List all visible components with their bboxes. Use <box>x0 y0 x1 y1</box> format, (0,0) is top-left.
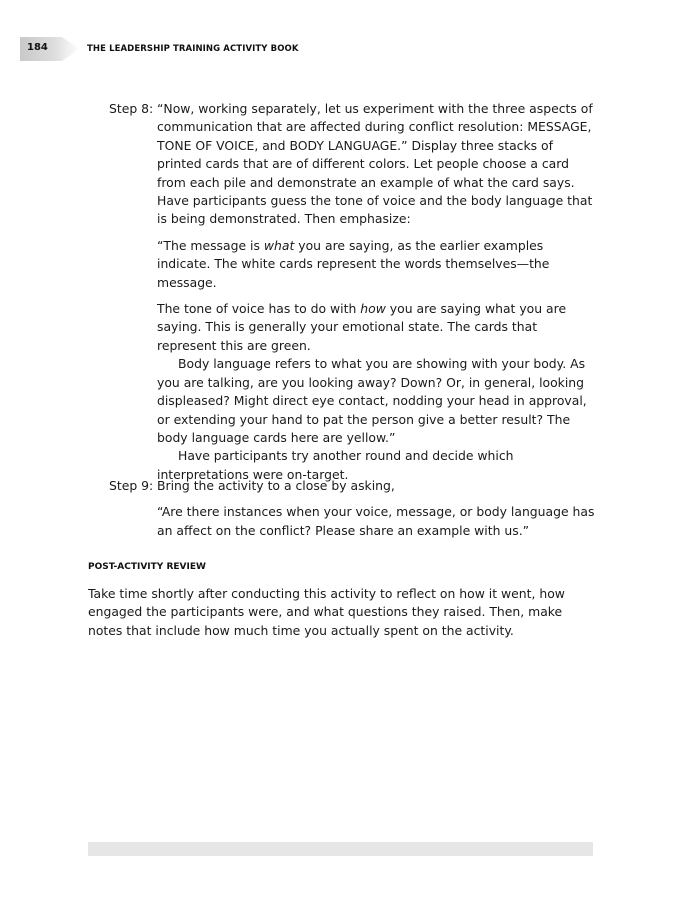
step-9-intro: Bring the activity to a close by asking, <box>157 478 395 493</box>
step-8-body <box>157 100 597 484</box>
page-header <box>20 37 640 61</box>
step-8-label: Step 8: <box>109 101 154 116</box>
step-8-quote-body-language: Body language refers to what you are showing with your body. As you are talking, are you looking away? Down? Or, in general, looking displeased? Might direct eye contact, nodding your head in approval, or extending your hand to pat the person give a better result? The body language cards here are yellow.” <box>157 356 587 445</box>
step-8-quote-tone: The tone of voice has to do with how you are saying what you are saying. This is generally your emotional state. The cards that represent this are green. <box>157 301 567 353</box>
step-9-body <box>157 477 597 540</box>
page-number: 184 <box>27 42 48 53</box>
step-9-quote: “Are there instances when your voice, message, or body language has an affect on the conflict? Please share an example with us.” <box>157 504 595 538</box>
step-9-label: Step 9: <box>109 478 154 493</box>
step-8-closing: Have participants try another round and decide which interpretations were on-target. <box>157 448 514 482</box>
step-8-intro: “Now, working separately, let us experiment with the three aspects of communication that are affected during conflict resolution: MESSAGE, TONE OF VOICE, and BODY LANGUAGE.” Display three stacks of printed cards that are of different colors. Let people choose a card from each pile and demonstrate an example of what the card says. Have participants guess the tone of voice and the body language that is being demonstrated. Then emphasize: <box>157 101 593 227</box>
running-title: THE LEADERSHIP TRAINING ACTIVITY BOOK <box>87 44 299 54</box>
post-review-paragraph: Take time shortly after conducting this activity to reflect on how it went, how engaged the participants were, and what questions they raised. Then, make notes that include how much time you actually spent on the activity. <box>88 586 565 638</box>
section-heading: POST-ACTIVITY REVIEW <box>88 562 206 572</box>
footer-bar <box>88 842 593 856</box>
step-8-quote-message: “The message is what you are saying, as the earlier examples indicate. The white cards represent the words themselves—the message. <box>157 237 550 290</box>
